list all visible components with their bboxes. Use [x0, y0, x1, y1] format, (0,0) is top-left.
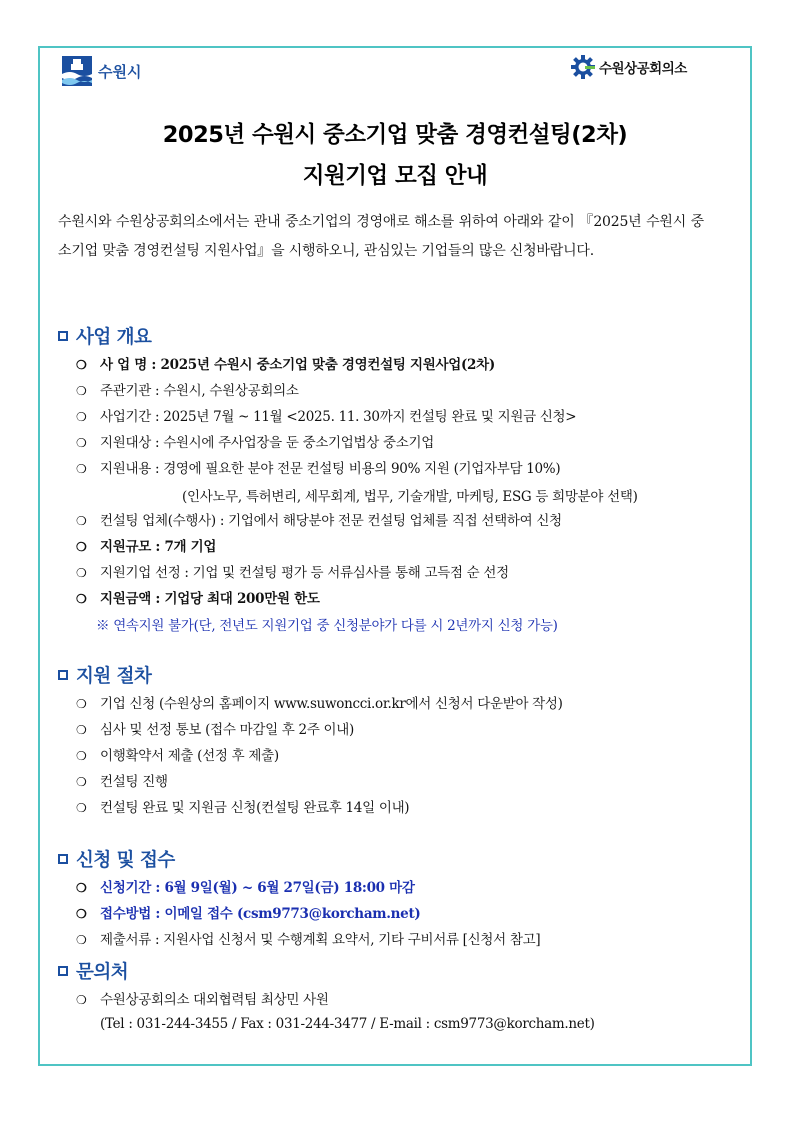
- suwon-emblem-icon: [62, 56, 92, 86]
- circle-bullet-icon: ❍: [76, 993, 87, 1007]
- circle-bullet-icon: ❍: [76, 907, 87, 921]
- section-heading: 신청 및 접수: [76, 850, 175, 871]
- contact-item: ❍ 수원상공회의소 대외협력팀 최상민 사원: [76, 992, 329, 1008]
- application-item: ❍ 접수방법 : 이메일 접수 (csm9773@korcham.net): [76, 906, 421, 922]
- circle-bullet-icon: ❍: [76, 358, 87, 372]
- page-title-line2: 지원기업 모집 안내: [302, 163, 488, 189]
- overview-item: ❍ 지원기업 선정 : 기업 및 컨설팅 평가 등 서류심사를 통해 고득점 순 선정: [76, 565, 509, 581]
- circle-bullet-icon: ❍: [76, 801, 87, 815]
- procedure-item: ❍ 컨설팅 진행: [76, 774, 168, 790]
- overview-item: ❍ 사업기간 : 2025년 7월 ~ 11월 <2025. 11. 30까지 컨설팅 완료 및 지원금 신청>: [76, 409, 577, 425]
- circle-bullet-icon: ❍: [76, 566, 87, 580]
- section-heading: 사업 개요: [76, 327, 152, 348]
- suwon-city-logo: [62, 56, 141, 86]
- overview-item: ❍ 컨설팅 업체(수행사) : 기업에서 해당분야 전문 컨설팅 업체를 직접 선택하여 신청: [76, 513, 562, 529]
- circle-bullet-icon: ❍: [76, 592, 87, 606]
- overview-item: ❍ 지원대상 : 수원시에 주사업장을 둔 중소기업법상 중소기업: [76, 435, 434, 451]
- overview-item: ❍ 지원금액 : 기업당 최대 200만원 한도: [76, 591, 320, 607]
- circle-bullet-icon: ❍: [76, 723, 87, 737]
- contact-detail: (Tel : 031-244-3455 / Fax : 031-244-3477 / E-mail : csm9773@korcham.net): [100, 1016, 595, 1032]
- square-bullet-icon: [58, 670, 68, 680]
- procedure-item: ❍ 기업 신청 (수원상의 홈페이지 www.suwoncci.or.kr에서 신청서 다운받아 작성): [76, 696, 563, 712]
- application-item: ❍ 제출서류 : 지원사업 신청서 및 수행계획 요약서, 기타 구비서류 [신청서 참고]: [76, 932, 541, 948]
- suwon-cci-logo: [571, 55, 687, 79]
- gear-emblem-icon: [571, 55, 595, 79]
- application-item: ❍ 신청기간 : 6월 9일(월) ~ 6월 27일(금) 18:00 마감: [76, 880, 415, 896]
- procedure-item: ❍ 이행확약서 제출 (선정 후 제출): [76, 748, 279, 764]
- overview-item: ❍ 지원내용 : 경영에 필요한 분야 전문 컨설팅 비용의 90% 지원 (기업자부담 10%): [76, 461, 561, 477]
- overview-item: ❍ 사 업 명 : 2025년 수원시 중소기업 맞춤 경영컨설팅 지원사업(2차): [76, 357, 495, 373]
- circle-bullet-icon: ❍: [76, 933, 87, 947]
- square-bullet-icon: [58, 854, 68, 864]
- overview-item: ❍ 주관기관 : 수원시, 수원상공회의소: [76, 383, 299, 399]
- section-application: [58, 846, 175, 872]
- continuation-note: ※ 연속지원 불가(단, 전년도 지원기업 중 신청분야가 다를 시 2년까지 신청 가능): [96, 618, 558, 634]
- circle-bullet-icon: ❍: [76, 540, 87, 554]
- section-heading: 지원 절차: [76, 666, 152, 687]
- circle-bullet-icon: ❍: [76, 410, 87, 424]
- suwon-cci-logo-text: 수원상공회의소: [599, 61, 687, 77]
- square-bullet-icon: [58, 331, 68, 341]
- suwon-city-logo-text: 수원시: [98, 62, 142, 81]
- page-title-line1: 2025년 수원시 중소기업 맞춤 경영컨설팅(2차): [162, 122, 628, 148]
- circle-bullet-icon: ❍: [76, 697, 87, 711]
- procedure-item: ❍ 컨설팅 완료 및 지원금 신청(컨설팅 완료후 14일 이내): [76, 800, 410, 816]
- overview-item: ❍ 지원규모 : 7개 기업: [76, 539, 217, 555]
- circle-bullet-icon: ❍: [76, 462, 87, 476]
- procedure-item: ❍ 심사 및 선정 통보 (접수 마감일 후 2주 이내): [76, 722, 355, 738]
- section-contact: [58, 958, 128, 984]
- section-overview: [58, 323, 151, 349]
- support-detail: (인사노무, 특허변리, 세무회계, 법무, 기술개발, 마케팅, ESG 등 희망분야 선택): [182, 489, 638, 505]
- circle-bullet-icon: ❍: [76, 436, 87, 450]
- section-heading: 문의처: [76, 962, 129, 983]
- circle-bullet-icon: ❍: [76, 514, 87, 528]
- section-procedure: [58, 662, 151, 688]
- square-bullet-icon: [58, 966, 68, 976]
- circle-bullet-icon: ❍: [76, 775, 87, 789]
- circle-bullet-icon: ❍: [76, 881, 87, 895]
- circle-bullet-icon: ❍: [76, 749, 87, 763]
- circle-bullet-icon: ❍: [76, 384, 87, 398]
- intro-paragraph: 수원시와 수원상공회의소에서는 관내 중소기업의 경영애로 해소를 위하여 아래와 같이 『2025년 수원시 중소기업 맞춤 경영컨설팅 지원사업』을 시행하오니, 관심있는 기업들의 많은 신청바랍니다.: [58, 214, 704, 259]
